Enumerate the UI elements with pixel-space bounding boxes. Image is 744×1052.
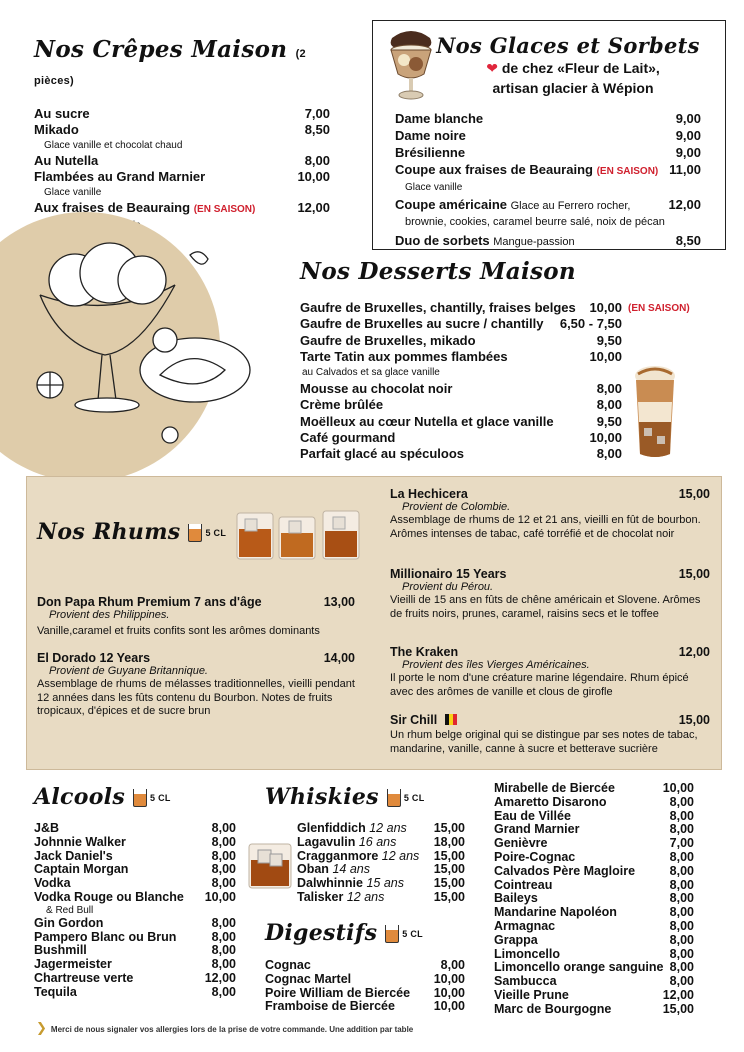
item-price: 10,00 bbox=[662, 781, 694, 795]
item-price: 8,50 bbox=[304, 122, 330, 137]
menu-item bbox=[494, 892, 694, 906]
item-price: 8,00 bbox=[669, 918, 694, 933]
item-name: Chartreuse verte bbox=[34, 970, 134, 985]
item-price: 8,00 bbox=[211, 876, 236, 891]
item-name: Poire William de Biercée bbox=[265, 985, 411, 1000]
item-name: Mousse au chocolat noir bbox=[300, 381, 453, 397]
item-name: Cognac bbox=[265, 958, 311, 972]
item-name: Gaufre de Bruxelles au sucre / chantilly bbox=[300, 316, 544, 332]
item-name: Jack Daniel's bbox=[34, 848, 113, 863]
menu-item bbox=[300, 397, 622, 413]
whisky-glass-illustration bbox=[246, 840, 294, 890]
menu-item bbox=[297, 850, 465, 864]
item-price: 15,00 bbox=[678, 487, 710, 501]
item-age: 12 ans bbox=[369, 821, 407, 835]
item-price: 15,00 bbox=[678, 567, 710, 581]
item-price: 15,00 bbox=[662, 1001, 694, 1016]
menu-item bbox=[34, 917, 236, 931]
item-price: 8,50 bbox=[675, 233, 701, 248]
item-detail: Glace au Ferrero rocher, bbox=[510, 200, 631, 212]
item-price: 9,00 bbox=[675, 145, 701, 160]
crepes-note: (2 pièces) bbox=[34, 48, 306, 87]
item-price: 8,00 bbox=[669, 891, 694, 906]
item-name: Tarte Tatin aux pommes flambées bbox=[300, 348, 508, 364]
menu-item bbox=[34, 931, 236, 945]
item-price: 13,00 bbox=[323, 595, 355, 609]
item-name: Lagavulin bbox=[297, 834, 356, 849]
item-price: 9,00 bbox=[675, 128, 701, 143]
item-price: 7,00 bbox=[304, 106, 330, 121]
menu-item bbox=[494, 851, 694, 865]
footer-text: Merci de nous signaler vos allergies lors de la prise de votre commande. Une addition par table bbox=[50, 1025, 414, 1034]
item-name: Limoncello orange sanguine bbox=[494, 960, 664, 975]
item-price: 14,00 bbox=[323, 651, 355, 665]
cl-badge bbox=[385, 925, 423, 943]
menu-item bbox=[34, 891, 236, 905]
menu-item bbox=[265, 987, 465, 1001]
item-price: 8,00 bbox=[669, 905, 694, 920]
item-name: Sir Chill bbox=[390, 713, 438, 727]
item-price: 18,00 bbox=[433, 834, 465, 849]
digestifs-title bbox=[265, 920, 423, 946]
desserts-title: Nos Desserts Maison bbox=[300, 258, 576, 285]
rum-item bbox=[390, 645, 710, 699]
menu-item bbox=[34, 822, 236, 836]
item-detail: & Red Bull bbox=[46, 904, 94, 916]
item-name: Johnnie Walker bbox=[34, 834, 126, 849]
item-name: Limoncello bbox=[494, 946, 560, 961]
crepes-section bbox=[34, 36, 330, 233]
item-name: Coupe aux fraises de Beauraing bbox=[395, 162, 593, 177]
item-price: 15,00 bbox=[433, 848, 465, 863]
item-price: 6,50 - 7,50 bbox=[559, 316, 622, 332]
item-name: Eau de Villée bbox=[494, 808, 571, 823]
item-detail: au Calvados et sa glace vanille bbox=[302, 367, 440, 379]
item-name: J&B bbox=[34, 821, 60, 835]
cl-badge bbox=[133, 789, 171, 807]
item-name: Framboise de Biercée bbox=[265, 999, 395, 1014]
item-name: Cragganmore bbox=[297, 848, 379, 863]
item-name: Au Nutella bbox=[34, 153, 99, 168]
rum-item bbox=[37, 651, 355, 719]
item-name: Gin Gordon bbox=[34, 915, 104, 930]
item-name: Dame noire bbox=[395, 128, 466, 143]
menu-item bbox=[395, 196, 701, 214]
item-name: Poire-Cognac bbox=[494, 849, 576, 864]
item-price: 8,00 bbox=[669, 849, 694, 864]
rum-item bbox=[37, 595, 355, 639]
item-price: 10,00 bbox=[433, 985, 465, 1000]
item-name: Gaufre de Bruxelles, chantilly, fraises belges bbox=[300, 300, 576, 315]
item-price: 8,00 bbox=[211, 957, 236, 972]
menu-item bbox=[494, 879, 694, 893]
item-name: Calvados Père Magloire bbox=[494, 863, 636, 878]
item-name: Amaretto Disarono bbox=[494, 794, 607, 809]
measure-glass-icon bbox=[387, 789, 401, 807]
glaces-title: Nos Glaces et Sorbets bbox=[436, 33, 700, 58]
item-name: Baileys bbox=[494, 891, 538, 906]
item-name: Crème brûlée bbox=[300, 397, 384, 413]
item-detail: Glace vanille et chocolat chaud bbox=[44, 140, 183, 151]
item-origin: Provient de Colombie. bbox=[402, 501, 511, 513]
whiskies-title bbox=[265, 784, 425, 810]
item-name: Flambées au Grand Marnier bbox=[34, 169, 206, 184]
measure-glass-icon bbox=[188, 524, 202, 542]
rum-item bbox=[390, 567, 710, 621]
item-description: Assemblage de rhums de mélasses traditionnelles, vieilli pendant 12 années dans les fûts contenu du Bourbon. Notes de fruits tropicaux, d'épices et de sucre brun bbox=[37, 678, 355, 717]
item-age: 14 ans bbox=[332, 862, 370, 877]
liqueurs-list bbox=[494, 782, 694, 1017]
item-name: Coupe américaine bbox=[395, 197, 507, 212]
crepes-title bbox=[34, 36, 330, 90]
item-price: 15,00 bbox=[433, 862, 465, 877]
alcools-title bbox=[34, 784, 171, 810]
menu-item bbox=[297, 863, 465, 877]
item-price: 9,00 bbox=[675, 111, 701, 126]
menu-item bbox=[494, 865, 694, 879]
item-price: 10,00 bbox=[204, 889, 236, 904]
menu-item bbox=[300, 430, 622, 446]
cl-badge bbox=[188, 524, 226, 542]
whiskies-title-text: Whiskies bbox=[265, 784, 379, 810]
item-description: Assemblage de rhums de 12 et 21 ans, vieilli en fût de bourbon. Arômes intenses de tabac, café torréfié et de chocolat noir bbox=[390, 514, 701, 540]
item-price: 8,00 bbox=[440, 958, 465, 972]
item-name: Oban bbox=[297, 862, 329, 877]
menu-item bbox=[297, 822, 465, 836]
menu-item bbox=[265, 1000, 465, 1014]
item-detail: Mangue-passion bbox=[493, 236, 575, 248]
item-name: Mandarine Napoléon bbox=[494, 905, 617, 920]
menu-item bbox=[34, 863, 236, 877]
item-price: 12,00 bbox=[297, 200, 330, 215]
menu-item bbox=[494, 1003, 694, 1017]
item-price: 8,00 bbox=[596, 397, 622, 413]
item-name: Café gourmand bbox=[300, 430, 396, 446]
item-origin: Provient des Philippines. bbox=[49, 609, 170, 621]
item-price: 10,00 bbox=[589, 430, 622, 446]
menu-item bbox=[494, 823, 694, 837]
item-name: Mikado bbox=[34, 122, 79, 137]
rum-glasses-illustration bbox=[235, 507, 361, 563]
dessert-illustration bbox=[20, 225, 260, 445]
menu-item bbox=[265, 959, 465, 973]
menu-item bbox=[265, 973, 465, 987]
item-name: Vodka bbox=[34, 876, 71, 891]
menu-item bbox=[395, 110, 701, 127]
menu-item bbox=[395, 144, 701, 161]
menu-item bbox=[297, 891, 465, 905]
menu-item bbox=[395, 127, 701, 144]
menu-item bbox=[494, 948, 694, 962]
item-detail: Glace vanille bbox=[405, 182, 463, 193]
rhums-section bbox=[26, 476, 722, 770]
menu-item bbox=[494, 837, 694, 851]
menu-item bbox=[34, 958, 236, 972]
item-name: Cointreau bbox=[494, 877, 553, 892]
menu-item bbox=[300, 446, 622, 462]
menu-item bbox=[34, 986, 236, 1000]
menu-item bbox=[494, 920, 694, 934]
item-name: Bushmill bbox=[34, 943, 87, 958]
item-description: Vieilli de 15 ans en fûts de chêne américain et Slovene. Arômes de fruits noirs, prunes, caramel, raisins secs et le toffee bbox=[390, 594, 701, 620]
alcools-title-text: Alcools bbox=[34, 784, 126, 810]
menu-item bbox=[34, 877, 236, 891]
item-price: 10,00 bbox=[589, 348, 622, 364]
menu-item bbox=[300, 381, 622, 397]
menu-item bbox=[297, 836, 465, 850]
item-price: 8,00 bbox=[669, 960, 694, 975]
menu-item bbox=[494, 782, 694, 796]
menu-item bbox=[34, 169, 330, 185]
item-name: Jagermeister bbox=[34, 957, 112, 972]
menu-item bbox=[494, 906, 694, 920]
menu-item bbox=[395, 161, 701, 180]
cl-label: 5 CL bbox=[402, 929, 423, 939]
item-price: 8,00 bbox=[211, 915, 236, 930]
item-name: Parfait glacé au spéculoos bbox=[300, 446, 465, 462]
rum-item bbox=[390, 711, 710, 756]
item-name: Marc de Bourgogne bbox=[494, 1001, 612, 1016]
item-name: Millionairo 15 Years bbox=[390, 567, 507, 581]
item-price: 8,00 bbox=[669, 946, 694, 961]
cl-label: 5 CL bbox=[149, 793, 171, 803]
item-age: 12 ans bbox=[346, 889, 385, 904]
item-origin: Provient de Guyane Britannique. bbox=[49, 665, 208, 677]
item-price: 8,00 bbox=[669, 863, 694, 878]
menu-item bbox=[297, 877, 465, 891]
item-name: Dame blanche bbox=[395, 111, 484, 126]
menu-item bbox=[34, 972, 236, 986]
item-price: 8,00 bbox=[596, 446, 622, 462]
item-name: Don Papa Rhum Premium 7 ans d'âge bbox=[37, 595, 262, 609]
menu-item bbox=[494, 989, 694, 1003]
item-detail: Glace vanille bbox=[44, 187, 102, 198]
item-price: 10,00 bbox=[433, 999, 465, 1014]
item-price: 8,00 bbox=[669, 808, 694, 823]
desserts-list bbox=[300, 300, 622, 463]
menu-item bbox=[494, 796, 694, 810]
item-age: 12 ans bbox=[381, 848, 420, 863]
cl-label: 5 CL bbox=[403, 793, 425, 803]
season-badge: (EN SAISON) bbox=[193, 204, 256, 215]
item-price: 8,00 bbox=[596, 381, 622, 397]
item-name: Dalwhinnie bbox=[297, 876, 363, 891]
menu-item bbox=[34, 850, 236, 864]
digestifs-list bbox=[265, 959, 465, 1014]
item-price: 8,00 bbox=[669, 822, 694, 837]
item-name: Vodka Rouge ou Blanche bbox=[34, 889, 184, 904]
item-name: Brésilienne bbox=[395, 145, 466, 160]
item-price: 8,00 bbox=[669, 794, 694, 809]
alcools-list bbox=[34, 822, 236, 1000]
item-name: Cognac Martel bbox=[265, 971, 352, 986]
glaces-list bbox=[395, 110, 701, 250]
item-price: 8,00 bbox=[211, 848, 236, 863]
item-name: Genièvre bbox=[494, 836, 548, 851]
digestifs-title-text: Digestifs bbox=[265, 920, 378, 946]
item-name: Mirabelle de Biercée bbox=[494, 781, 615, 795]
cl-label: 5 CL bbox=[205, 528, 227, 538]
item-age: 16 ans bbox=[358, 834, 397, 849]
sundae-illustration bbox=[386, 26, 436, 102]
producer-line-2: artisan glacier à Wépion bbox=[492, 80, 654, 96]
item-price: 8,00 bbox=[211, 943, 236, 958]
belgian-flag-icon bbox=[445, 714, 457, 725]
item-name: Duo de sorbets bbox=[395, 233, 490, 248]
item-name: Vieille Prune bbox=[494, 987, 569, 1002]
rum-item bbox=[390, 487, 710, 541]
menu-item bbox=[494, 975, 694, 989]
item-price: 8,00 bbox=[669, 932, 694, 947]
menu-item bbox=[34, 106, 330, 122]
item-name: Tequila bbox=[34, 984, 77, 999]
item-price: 10,00 bbox=[589, 300, 622, 315]
item-price: 8,00 bbox=[669, 877, 694, 892]
item-price: 12,00 bbox=[668, 197, 701, 212]
chevron-right-icon: ❯ bbox=[36, 1020, 47, 1035]
item-price: 8,00 bbox=[211, 834, 236, 849]
crepes-title-text: Nos Crêpes Maison bbox=[34, 36, 288, 63]
item-name: Talisker bbox=[297, 889, 344, 904]
item-price: 8,00 bbox=[211, 821, 236, 835]
item-price: 8,00 bbox=[669, 974, 694, 989]
item-price: 9,50 bbox=[596, 332, 622, 348]
rhums-title-text: Nos Rhums bbox=[37, 519, 181, 545]
item-detail: brownie, cookies, caramel beurre salé, noix de pécan bbox=[405, 216, 665, 228]
producer-line-1: de chez «Fleur de Lait», bbox=[501, 60, 660, 76]
menu-item bbox=[34, 122, 330, 138]
item-name: Captain Morgan bbox=[34, 862, 129, 877]
item-name: Aux fraises de Beauraing bbox=[34, 200, 191, 215]
item-price: 10,00 bbox=[297, 169, 330, 184]
item-origin: Provient du Pérou. bbox=[402, 581, 494, 593]
measure-glass-icon bbox=[133, 789, 147, 807]
item-price: 8,00 bbox=[304, 153, 330, 168]
item-price: 12,00 bbox=[662, 987, 694, 1002]
heart-icon: ❤ bbox=[486, 60, 498, 76]
item-name: Grappa bbox=[494, 932, 538, 947]
item-age: 15 ans bbox=[366, 876, 404, 891]
item-description: Vanille,caramel et fruits confits sont les arômes dominants bbox=[37, 625, 320, 637]
whiskies-list bbox=[297, 822, 465, 905]
menu-item bbox=[300, 349, 622, 365]
item-name: Sambucca bbox=[494, 974, 557, 989]
iced-coffee-illustration bbox=[630, 362, 680, 462]
menu-item bbox=[300, 414, 622, 430]
item-price: 15,00 bbox=[433, 876, 465, 891]
item-price: 9,50 bbox=[596, 413, 622, 429]
item-price: 15,00 bbox=[433, 889, 465, 904]
menu-item bbox=[34, 836, 236, 850]
season-badge: (EN SAISON) bbox=[628, 303, 690, 314]
menu-item bbox=[494, 961, 694, 975]
menu-item bbox=[300, 316, 622, 332]
footer-note bbox=[36, 1020, 413, 1036]
item-price: 11,00 bbox=[669, 162, 701, 177]
item-name: Moëlleux au cœur Nutella et glace vanille bbox=[300, 413, 554, 429]
item-price: 12,00 bbox=[204, 970, 236, 985]
season-badge: (EN SAISON) bbox=[596, 166, 659, 177]
menu-item bbox=[34, 944, 236, 958]
menu-item bbox=[300, 300, 622, 316]
item-price: 8,00 bbox=[211, 862, 236, 877]
menu-item bbox=[300, 333, 622, 349]
rhums-title bbox=[37, 519, 226, 545]
item-name: Grand Marnier bbox=[494, 822, 580, 837]
menu-item bbox=[34, 153, 330, 169]
item-name: Au sucre bbox=[34, 106, 90, 121]
cl-badge bbox=[387, 789, 425, 807]
item-name: Glenfiddich bbox=[297, 821, 366, 835]
item-name: La Hechicera bbox=[390, 487, 468, 501]
item-price: 15,00 bbox=[678, 713, 710, 727]
menu-item bbox=[395, 232, 701, 250]
item-price: 15,00 bbox=[433, 821, 465, 835]
item-name: Gaufre de Bruxelles, mikado bbox=[300, 332, 476, 348]
item-price: 10,00 bbox=[433, 971, 465, 986]
item-name: El Dorado 12 Years bbox=[37, 651, 151, 665]
glaces-producer bbox=[445, 58, 701, 98]
menu-item bbox=[494, 934, 694, 948]
menu-item bbox=[494, 810, 694, 824]
item-name: Pampero Blanc ou Brun bbox=[34, 929, 177, 944]
item-description: Il porte le nom d'une créature marine légendaire. Rhum épicé avec des arômes de vanille et clous de girofle bbox=[390, 672, 689, 698]
item-price: 8,00 bbox=[211, 929, 236, 944]
item-name: Armagnac bbox=[494, 918, 556, 933]
item-origin: Provient des îles Vierges Américaines. bbox=[402, 659, 590, 671]
item-price: 8,00 bbox=[211, 984, 236, 999]
item-price: 7,00 bbox=[669, 836, 694, 851]
measure-glass-icon bbox=[385, 925, 399, 943]
item-price: 12,00 bbox=[678, 645, 710, 659]
item-name: The Kraken bbox=[390, 645, 459, 659]
item-description: Un rhum belge original qui se distingue par ses notes de tabac, mandarine, vanille, canne à sucre et betterave sucrière bbox=[390, 729, 698, 755]
